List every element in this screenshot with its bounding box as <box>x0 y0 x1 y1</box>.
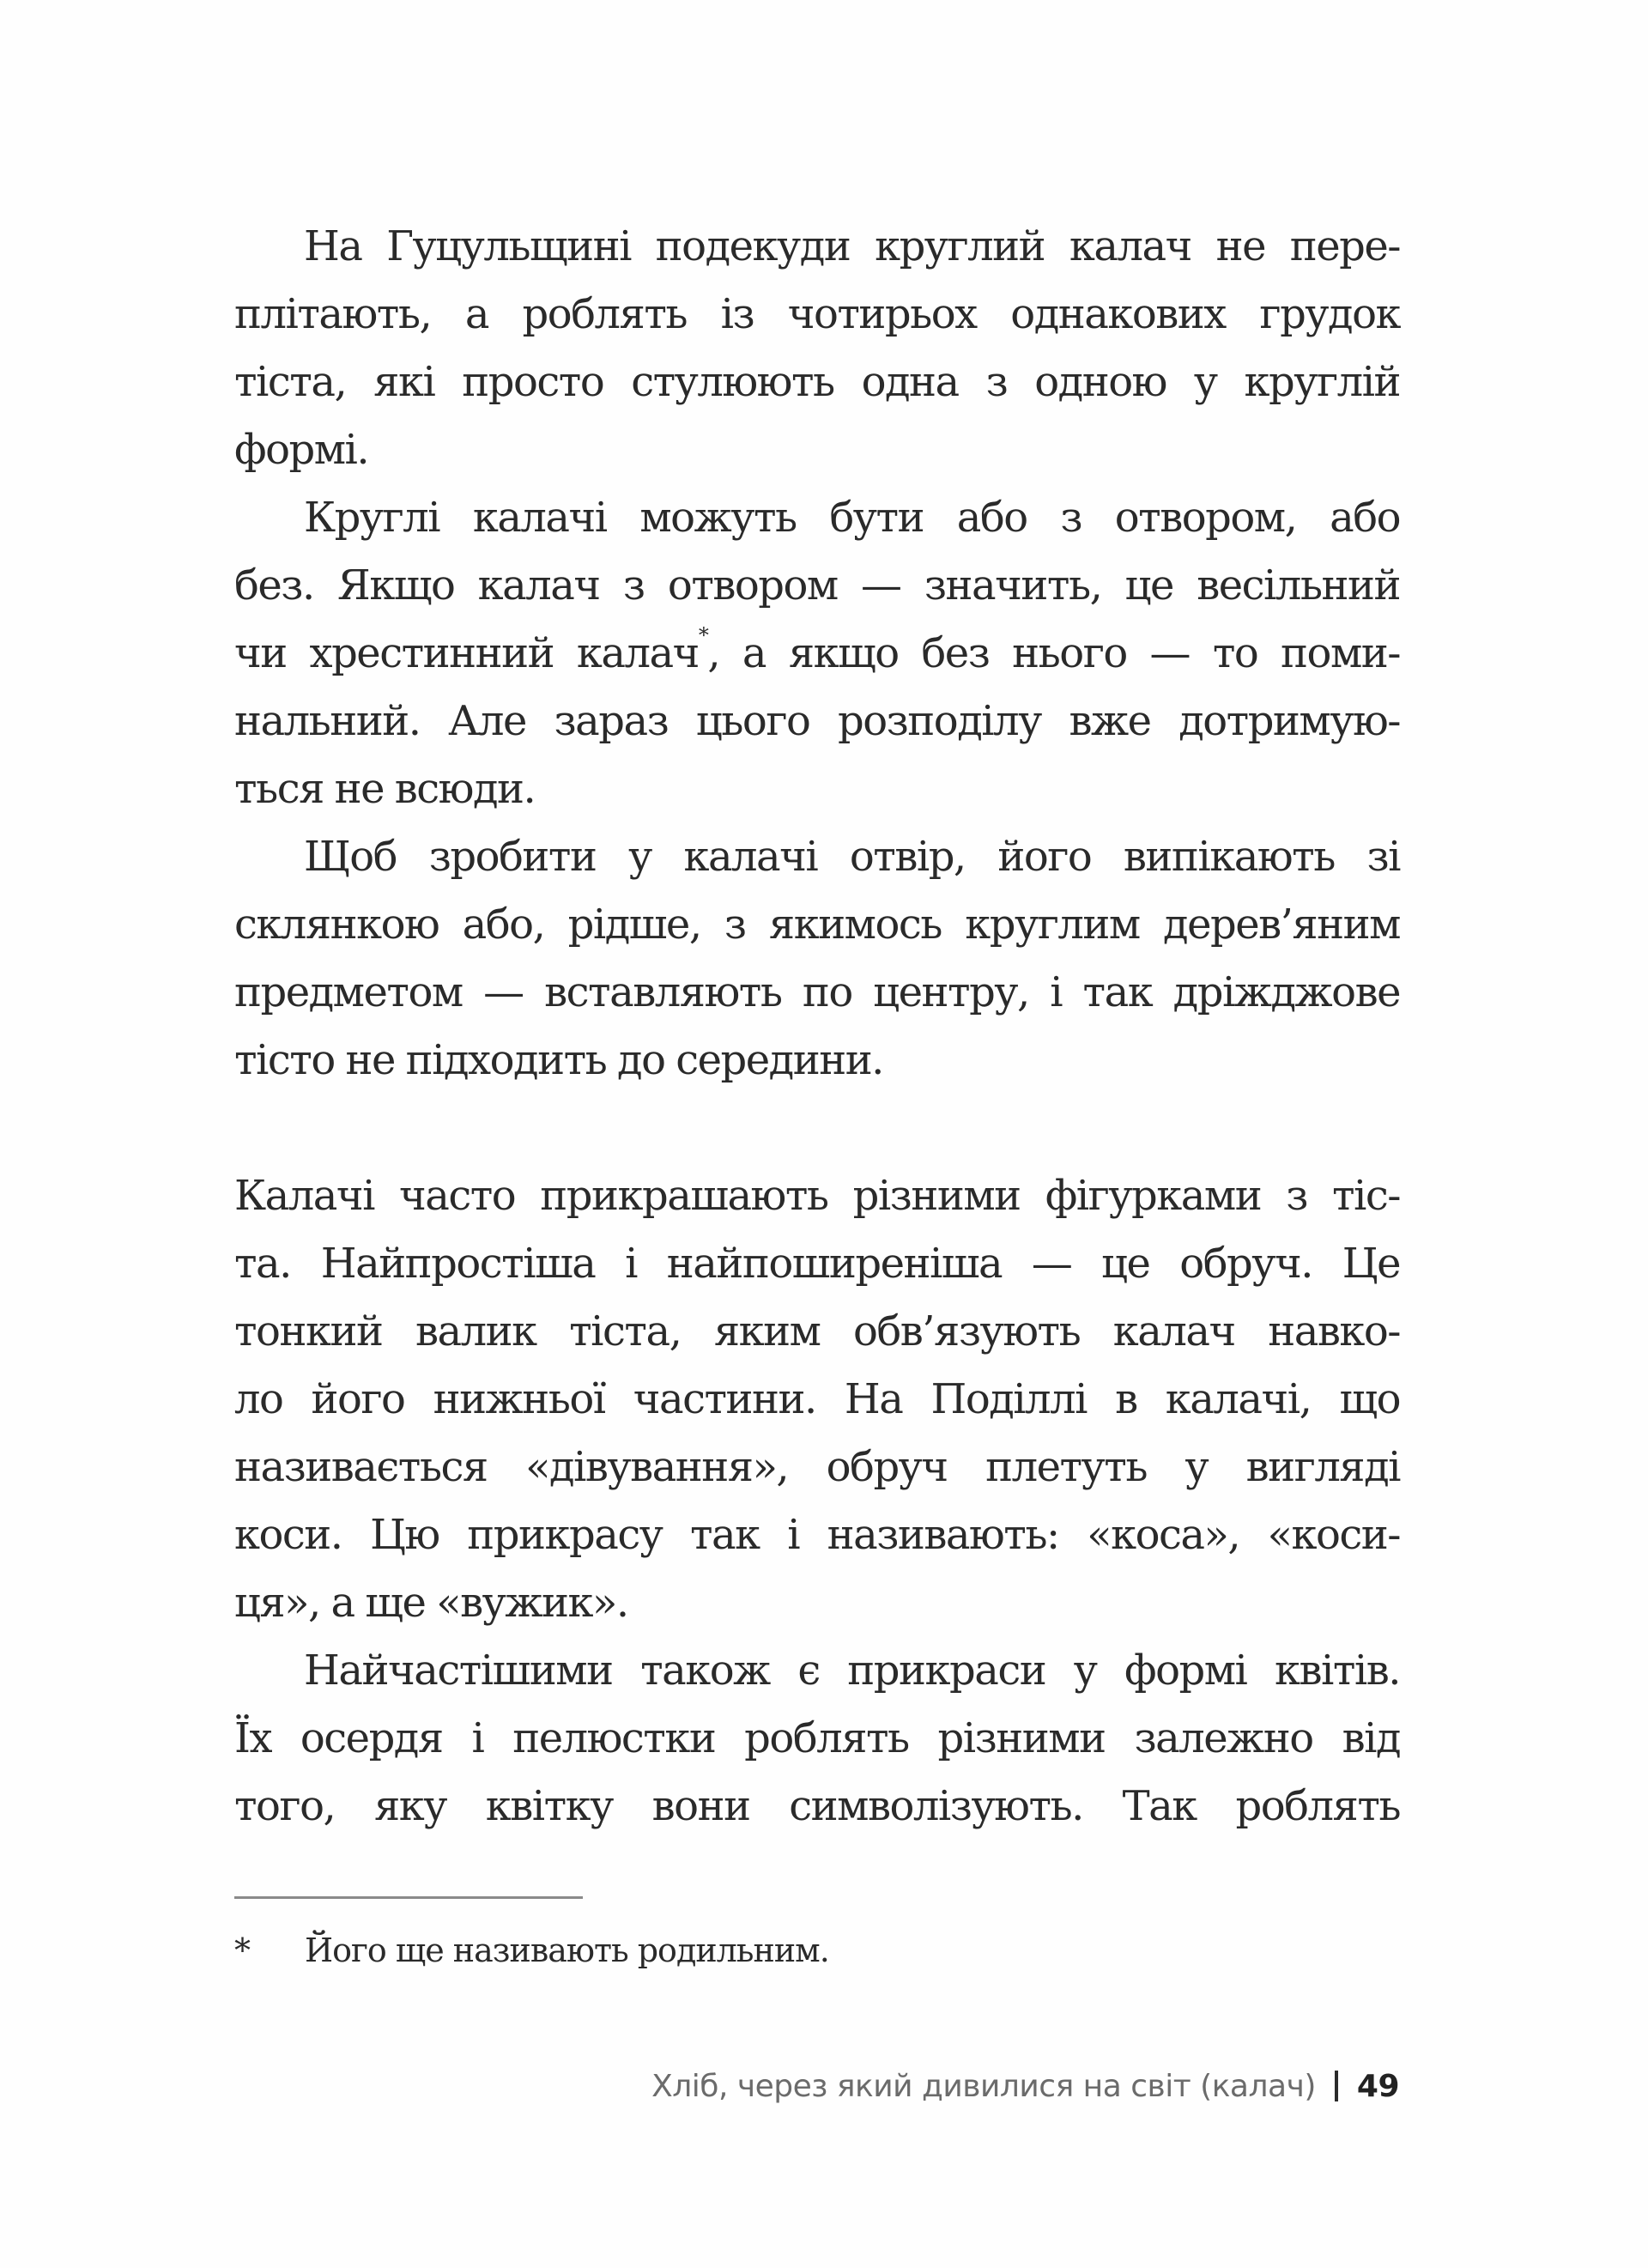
footnote-reference: * <box>698 623 708 647</box>
body-text <box>234 213 1400 1840</box>
running-footer <box>651 2069 1399 2104</box>
text-line: Круглі калачі можуть бути або з отвором, або <box>304 494 1400 542</box>
text-line: того, яку квітку вони символізують. Так роблять <box>234 1782 1400 1830</box>
text-line: без. Якщо калач з отвором — значить, це весільний <box>234 561 1400 609</box>
text-line: тонкий валик тіста, яким обв’язують калач навко- <box>234 1307 1400 1355</box>
paragraph-flower-decorations <box>234 1637 1400 1840</box>
text-line: предметом — вставляють по центру, і так дріжджове <box>234 968 1400 1016</box>
text-line: ця», а ще «вужик». <box>234 1579 628 1627</box>
text-line: ло його нижньої частини. На Поділлі в калачі, що <box>234 1375 1400 1423</box>
paragraph-hutsul-kalach <box>234 213 1400 484</box>
text-line: Щоб зробити у калачі отвір, його випікають зі <box>304 833 1400 881</box>
text-line: Найчастішими також є прикраси у формі квітів. <box>304 1646 1400 1695</box>
footnote-mark: * <box>234 1931 250 1969</box>
paragraph-round-kalach <box>234 484 1400 823</box>
paragraph-decorations <box>234 1162 1400 1637</box>
footnote-text: Його ще називають родильним. <box>305 1931 829 1969</box>
text-line-with-footnote: чи хрестинний калач*, а якщо без нього — то поми- <box>234 623 1400 677</box>
text-line: називається «дівування», обруч плетуть у вигляді <box>234 1443 1400 1491</box>
footer-separator <box>1335 2071 1338 2101</box>
text-line: нальний. Але зараз цього розподілу вже дотримую- <box>234 697 1400 745</box>
text-line: склянкою або, рідше, з якимось круглим дерев’яним <box>234 901 1400 949</box>
paragraph-hole-in-kalach <box>234 823 1400 1095</box>
text-line: та. Найпростіша і найпоширеніша — це обруч. Це <box>234 1240 1400 1288</box>
text-line: плітають, а роблять із чотирьох однакових грудок <box>234 290 1400 338</box>
text-line: тіста, які просто стулюють одна з одною у круглій <box>234 358 1400 406</box>
text-line: коси. Цю прикрасу так і називають: «коса», «коси- <box>234 1511 1400 1559</box>
text-line: формі. <box>234 426 369 474</box>
text-line: Калачі часто прикрашають різними фігурками з тіс- <box>234 1172 1400 1220</box>
section-gap <box>234 1095 1400 1162</box>
page-number: 49 <box>1356 2069 1399 2104</box>
chapter-title: Хліб, через який дивилися на світ (калач) <box>651 2069 1316 2104</box>
footnote <box>234 1931 829 1969</box>
footnote-divider <box>234 1896 583 1899</box>
text-line: тісто не підходить до середини. <box>234 1036 883 1084</box>
text-line: ться не всюди. <box>234 765 536 813</box>
text-line: Їх осердя і пелюстки роблять різними залежно від <box>234 1714 1400 1762</box>
text-line: На Гуцульщині подекуди круглий калач не пере- <box>304 222 1400 270</box>
